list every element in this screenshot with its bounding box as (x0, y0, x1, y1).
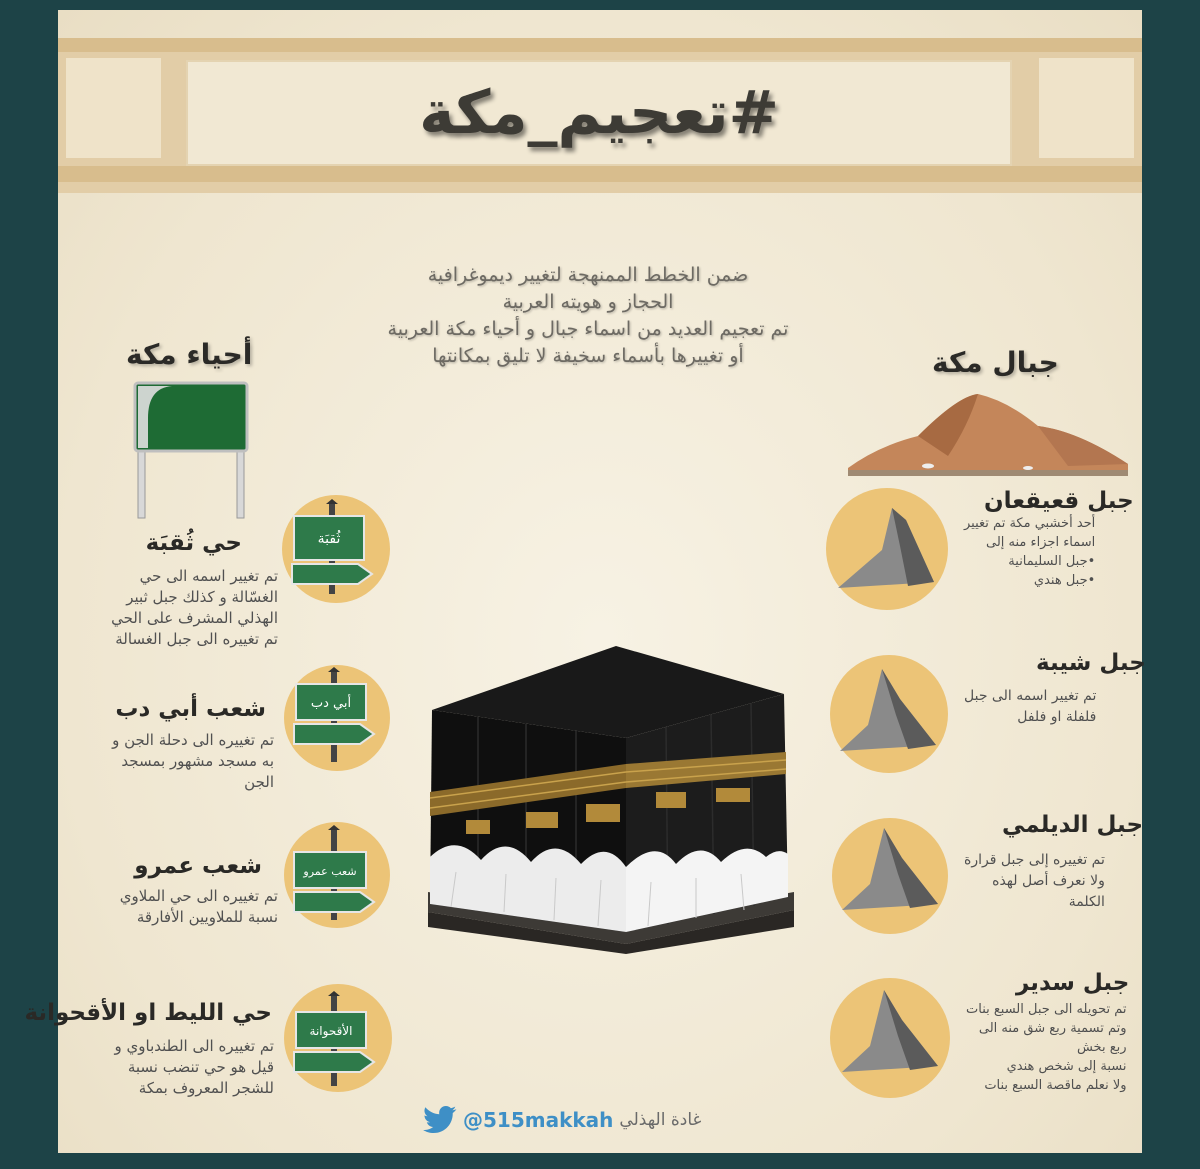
mountains-title: جبال مكة (932, 346, 1059, 379)
district-description (112, 730, 274, 793)
description-line: وتم تسمية ربع شق منه الى (978, 1021, 1127, 1036)
intro-text (308, 262, 868, 370)
description-line: تم تغييره الى الطندباوي و (114, 1037, 274, 1055)
description-line: •جبل السليمانية (1008, 554, 1096, 569)
description-line: قيل هو حي تنضب نسبة (127, 1058, 274, 1076)
description-line: تم تغييره الى جبل الغسالة (115, 630, 278, 648)
description-line: تم تغيير اسمه الى حي (139, 567, 278, 585)
poster-title: #تعجيم_مكة (419, 78, 779, 148)
district-sign-label: ثُقبَة (317, 531, 341, 547)
description-line: الكلمة (1068, 894, 1105, 910)
description-line: أحد أخشبي مكة تم تغيير (964, 516, 1096, 531)
district-sign-label: الأقحوانة (309, 1024, 353, 1038)
mountain-description (964, 850, 1105, 913)
districts-title: أحياء مكة (126, 338, 253, 371)
description-line: •جبل هندي (1033, 573, 1096, 588)
district-description (120, 886, 278, 928)
district-description (115, 1036, 275, 1099)
twitter-bird-icon (423, 1106, 457, 1134)
author-name: غادة الهذلي (619, 1110, 702, 1130)
mountain-name: جبل شيبة (1036, 650, 1146, 676)
title-frame (186, 60, 1012, 166)
description-line: تم تغييره إلى جبل قرارة (964, 852, 1105, 868)
description-line: اسماء اجزاء منه إلى (985, 535, 1096, 550)
description-line: تم تغييره الى دحلة الجن و (112, 731, 274, 749)
description-line: الجن (244, 773, 274, 791)
intro-line: ضمن الخطط الممنهجة لتغيير ديموغرافية (427, 264, 749, 286)
description-line: تم تحويله الى جبل السبع بنات (966, 1002, 1127, 1017)
footer-credit (423, 1106, 701, 1134)
mountain-peak-icon (840, 824, 940, 919)
description-line: الهذلي المشرف على الحي (111, 609, 278, 627)
intro-line: أو تغييرها بأسماء سخيفة لا تليق بمكانتها (432, 345, 744, 367)
mountain-name: جبل قعيقعان (984, 488, 1134, 514)
twitter-handle: @515makkah (463, 1108, 614, 1132)
description-line: ولا نعرف أصل لهذه (992, 873, 1105, 889)
mountain-peak-icon (836, 500, 936, 595)
district-description (111, 566, 278, 650)
kaaba-illustration (426, 642, 796, 957)
description-line: للشجر المعروف بمكة (138, 1079, 274, 1097)
street-sign-icon (290, 666, 380, 766)
description-line: فلفلة او فلفل (1017, 709, 1097, 725)
mountain-description (964, 686, 1096, 728)
infographic-poster (24, 10, 1146, 1153)
description-line: نسبة إلى شخص هندي (1006, 1059, 1127, 1074)
mountain-name: جبل الديلمي (1002, 812, 1144, 838)
district-name: حي ثُقبَة (145, 530, 242, 556)
mountain-illustration-icon (848, 386, 1133, 478)
mountain-peak-icon (840, 986, 940, 1081)
street-sign-icon (288, 498, 378, 598)
description-line: تم تغيير اسمه الى جبل (964, 688, 1097, 704)
intro-line: الحجاز و هويته العربية (502, 291, 674, 313)
district-sign-label: أبي دب (310, 696, 352, 711)
mountain-name: جبل سدير (1016, 970, 1130, 996)
mountain-peak-icon (838, 665, 938, 760)
street-sign-icon (290, 824, 380, 924)
mountain-description (966, 1000, 1127, 1095)
description-line: ولا نعلم ماقصة السبع بنات (984, 1078, 1127, 1093)
description-line: الغسّالة و كذلك جبل ثبير (126, 588, 278, 606)
mountain-description (964, 514, 1095, 590)
district-sign-label: شعب عمرو (303, 865, 357, 878)
intro-line: تم تعجيم العديد من اسماء جبال و أحياء مكة العربية (387, 318, 789, 340)
district-name: شعب عمرو (134, 853, 262, 879)
street-sign-icon (290, 990, 380, 1090)
description-line: ربع بخش (1076, 1040, 1127, 1055)
description-line: تم تغييره الى حي الملاوي (119, 887, 278, 905)
signboard-icon (132, 378, 252, 523)
district-name: شعب أبي دب (115, 696, 266, 722)
district-name: حي الليط او الأقحوانة (24, 1000, 272, 1026)
description-line: به مسجد مشهور بمسجد (121, 752, 274, 770)
description-line: نسبة للملاويين الأفارقة (136, 908, 278, 926)
